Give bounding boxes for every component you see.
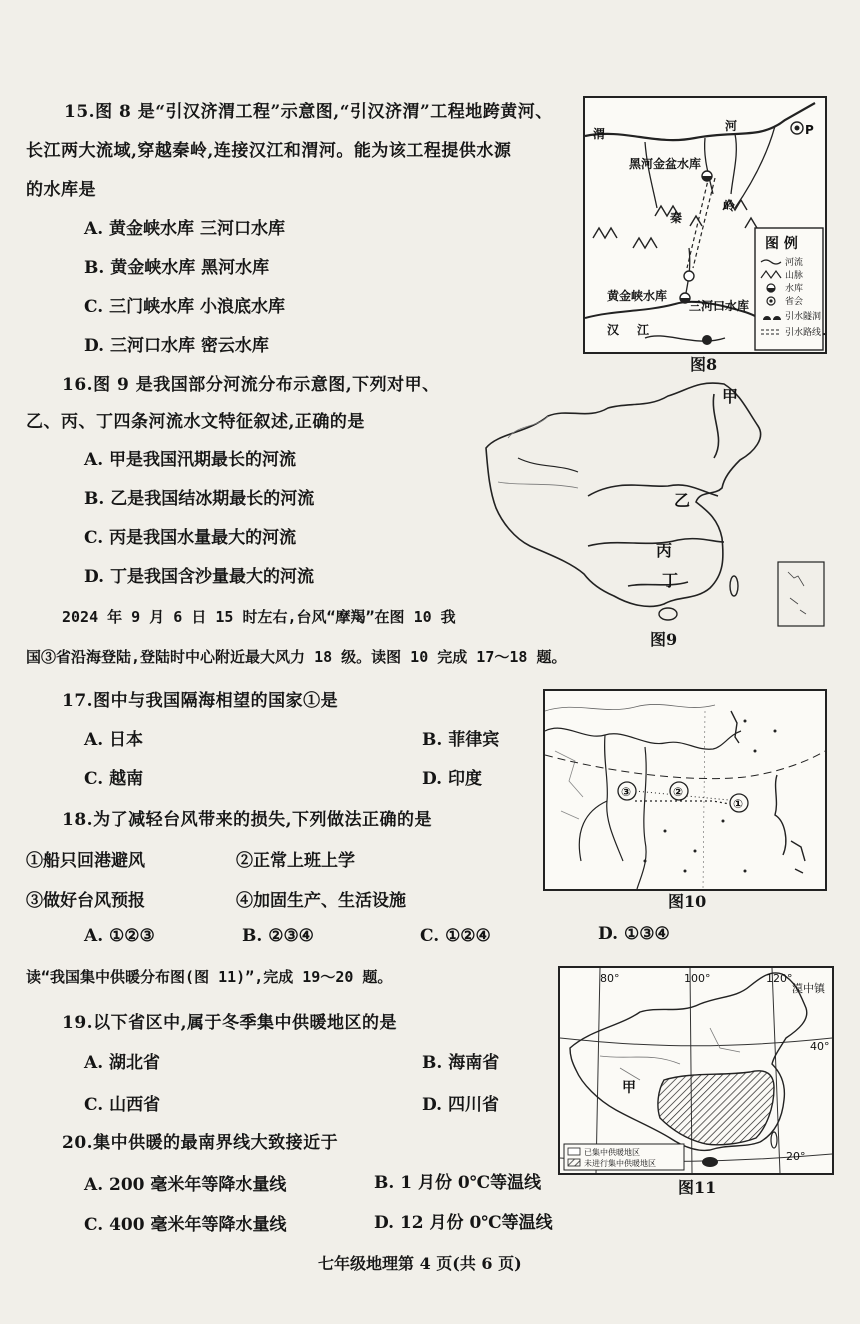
q18-option-a: A. ①②③: [84, 926, 155, 946]
intro-19-20: 读“我国集中供暖分布图(图 11)”,完成 19～20 题。: [26, 968, 393, 986]
fig11-lon-100: 100°: [684, 972, 711, 985]
q20-option-a: A. 200 毫米年等降水量线: [84, 1175, 287, 1195]
fig11-lat-20: 20°: [786, 1150, 806, 1163]
q19-option-d: D. 四川省: [422, 1095, 499, 1115]
fig8-legend-capital: 省会: [785, 297, 804, 307]
fig11-lon-120: 120°: [766, 972, 793, 985]
q17-option-a: A. 日本: [84, 730, 144, 750]
fig8-label-ling: 岭: [723, 199, 736, 213]
fig11-town: 漠中镇: [792, 982, 825, 995]
fig8-legend-reservoir: 水库: [785, 284, 804, 294]
fig11-legend-not-heated: 未进行集中供暖地区: [584, 1159, 656, 1168]
q16-option-d: D. 丁是我国含沙量最大的河流: [84, 567, 314, 587]
q20-option-c: C. 400 毫米年等降水量线: [84, 1215, 287, 1235]
fig9-label-jia: 甲: [722, 387, 739, 406]
q15-option-b: B. 黄金峡水库 黑河水库: [84, 258, 270, 278]
fig8-label-qin: 秦: [670, 211, 683, 225]
fig9-label-ding: 丁: [662, 571, 679, 590]
fig8-label-he: 河: [725, 119, 738, 133]
fig8-label-sanhekou: 三河口水库: [689, 299, 750, 313]
q16-option-b: B. 乙是我国结冰期最长的河流: [84, 489, 315, 509]
q15-line2: 长江两大流域,穿越秦岭,连接汉江和渭河。能为该工程提供水源: [26, 141, 512, 161]
figure-9-caption: 图9: [650, 630, 678, 649]
q19-stem: 19.以下省区中,属于冬季集中供暖地区的是: [62, 1013, 397, 1033]
figure-10-map: [543, 689, 827, 891]
q17-option-c: C. 越南: [84, 769, 144, 789]
q20-stem: 20.集中供暖的最南界线大致接近于: [62, 1133, 339, 1153]
q15-line3: 的水库是: [26, 180, 96, 200]
q15-option-a: A. 黄金峡水库 三河口水库: [84, 219, 285, 239]
q18-item-2: ②正常上班上学: [236, 851, 355, 871]
q16-option-a: A. 甲是我国汛期最长的河流: [84, 450, 297, 470]
q16-option-c: C. 丙是我国水量最大的河流: [84, 528, 297, 548]
fig8-label-p: P: [805, 123, 814, 137]
q18-item-3: ③做好台风预报: [26, 891, 145, 911]
fig10-marker-3: ③: [621, 785, 632, 799]
q18-option-c: C. ①②④: [420, 926, 491, 946]
q18-option-d: D. ①③④: [598, 924, 670, 944]
fig8-legend-route: 引水路线: [785, 328, 822, 338]
q16-line2: 乙、丙、丁四条河流水文特征叙述,正确的是: [26, 412, 365, 432]
q17-option-d: D. 印度: [422, 769, 482, 789]
fig8-label-heihe-reservoir: 黑河金盆水库: [629, 157, 702, 171]
fig9-label-yi: 乙: [674, 491, 691, 510]
intro-17-18-line1: 2024 年 9 月 6 日 15 时左右,台风“摩羯”在图 10 我: [62, 608, 456, 626]
q18-item-4: ④加固生产、生活设施: [236, 891, 406, 911]
q20-option-b: B. 1 月份 0℃等温线: [374, 1173, 542, 1193]
q19-option-c: C. 山西省: [84, 1095, 161, 1115]
fig8-legend-river: 河流: [785, 258, 804, 268]
figure-11-caption: 图11: [678, 1178, 717, 1197]
intro-17-18-line2: 国③省沿海登陆,登陆时中心附近最大风力 18 级。读图 10 完成 17～18 题。: [26, 648, 567, 666]
figure-9-map: [478, 378, 828, 628]
fig8-label-wei: 渭: [593, 127, 606, 141]
q20-option-d: D. 12 月份 0℃等温线: [374, 1213, 553, 1233]
fig8-label-han: 汉: [607, 323, 620, 337]
fig8-label-jiang: 江: [637, 323, 650, 337]
q17-stem: 17.图中与我国隔海相望的国家①是: [62, 691, 339, 711]
fig8-legend-title: 图 例: [765, 236, 798, 252]
fig8-legend-tunnel: 引水隧洞: [785, 312, 822, 322]
fig9-label-bing: 丙: [656, 541, 673, 560]
page-footer: 七年级地理第 4 页(共 6 页): [318, 1254, 522, 1273]
fig10-marker-2: ②: [673, 785, 684, 799]
q15-option-d: D. 三河口水库 密云水库: [84, 336, 269, 356]
fig11-lat-40: 40°: [810, 1040, 830, 1053]
q18-option-b: B. ②③④: [242, 926, 314, 946]
fig11-label-jia: 甲: [622, 1080, 636, 1096]
q19-option-b: B. 海南省: [422, 1053, 500, 1073]
q15-option-c: C. 三门峡水库 小浪底水库: [84, 297, 285, 317]
fig8-legend-mountain: 山脉: [785, 271, 804, 281]
figure-11-map: [558, 966, 834, 1175]
fig10-marker-1: ①: [733, 797, 744, 811]
q18-stem: 18.为了减轻台风带来的损失,下列做法正确的是: [62, 810, 432, 830]
fig8-label-huangjinxia: 黄金峡水库: [607, 289, 668, 303]
q18-item-1: ①船只回港避风: [26, 851, 145, 871]
fig11-lon-80: 80°: [600, 972, 620, 985]
figure-8-map: [583, 96, 827, 354]
q15-line1: 15.图 8 是“引汉济渭工程”示意图,“引汉济渭”工程地跨黄河、: [64, 102, 553, 122]
q17-option-b: B. 菲律宾: [422, 730, 500, 750]
q16-line1: 16.图 9 是我国部分河流分布示意图,下列对甲、: [62, 375, 440, 395]
q19-option-a: A. 湖北省: [84, 1053, 161, 1073]
fig11-legend-heated: 已集中供暖地区: [584, 1148, 640, 1157]
figure-10-caption: 图10: [668, 892, 707, 911]
figure-8-caption: 图8: [690, 355, 718, 374]
